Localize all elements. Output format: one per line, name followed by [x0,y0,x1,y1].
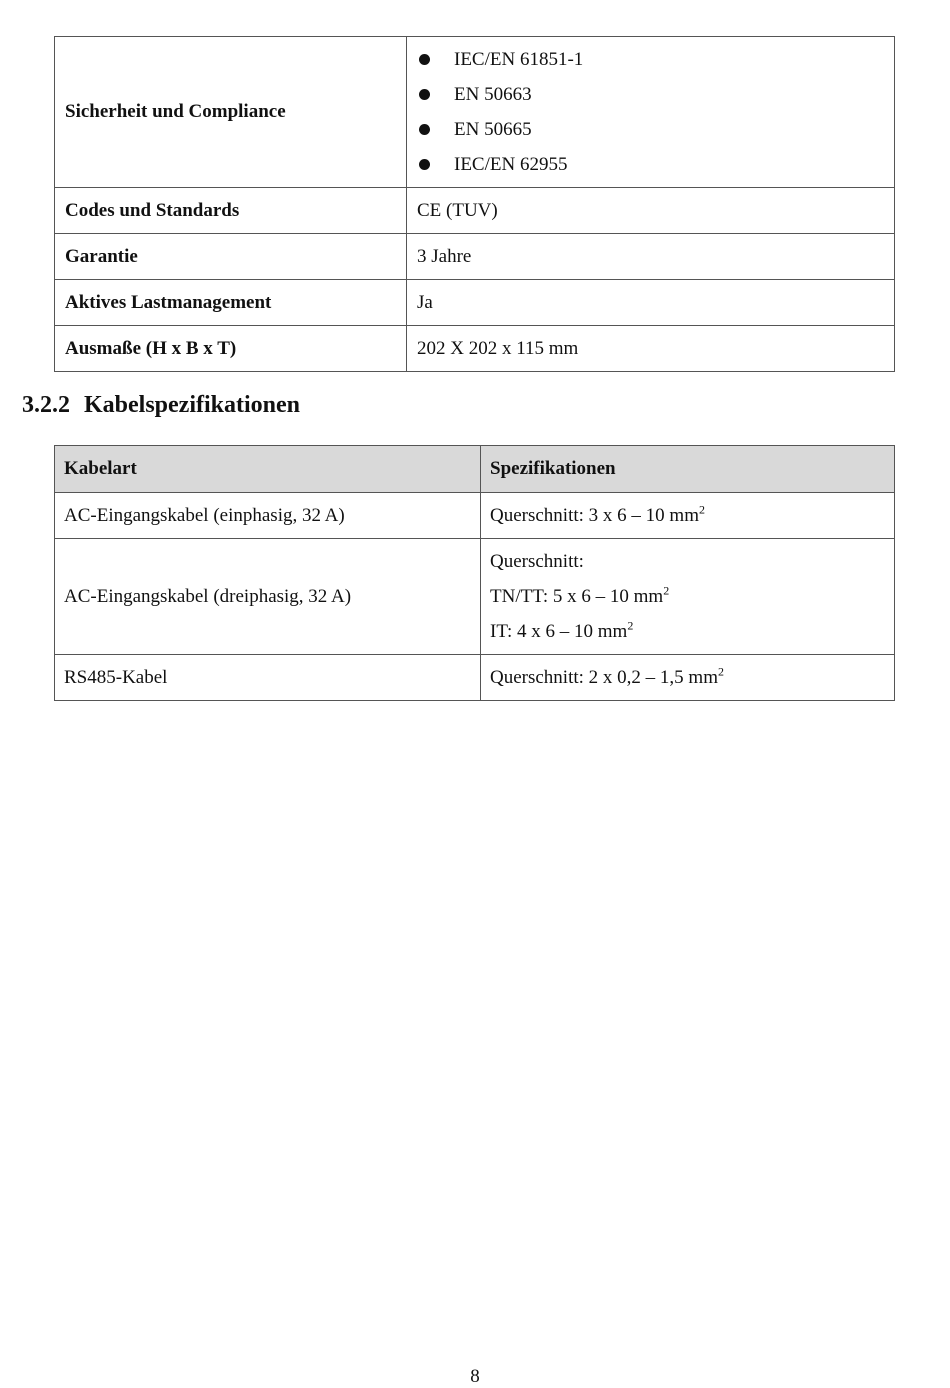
cable-spec: Querschnitt: 2 x 0,2 – 1,5 $mm^2$ [481,655,895,701]
row-label: Aktives Lastmanagement [55,280,407,326]
table-row [55,188,895,234]
row-label: Codes und Standards [55,188,407,234]
table-row [55,493,895,539]
cable-spec [481,539,895,655]
bullet-icon [419,159,430,170]
row-value: 202 X 202 x 115 mm [407,326,895,372]
table-row [55,655,895,701]
row-value: CE (TUV) [407,188,895,234]
table-header-row [55,446,895,493]
table-row [55,539,895,655]
column-header-specifications: Spezifikationen [481,446,895,493]
row-value: Ja [407,280,895,326]
list-item: IEC/EN 62955 [417,147,894,182]
list-item: EN 50663 [417,77,894,112]
list-item: EN 50665 [417,112,894,147]
device-spec-table [54,36,895,372]
section-heading [22,392,300,419]
section-title: Kabelspezifikationen [84,392,301,418]
list-item: IEC/EN 61851-1 [417,42,894,77]
section-number: 3.2.2 [22,392,70,418]
row-value-safety [407,37,895,188]
cable-spec: Querschnitt: 3 x 6 – 10 $mm^2$ [481,493,895,539]
table-row [55,234,895,280]
row-label-safety: Sicherheit und Compliance [55,37,407,188]
cable-type: RS485-Kabel [55,655,481,701]
row-label: Garantie [55,234,407,280]
row-label: Ausmaße (H x B x T) [55,326,407,372]
table-row [55,37,895,188]
page-number: 8 [470,1366,480,1387]
table-row [55,326,895,372]
cable-type: AC-Eingangskabel (einphasig, 32 A) [55,493,481,539]
spec-title: Querschnitt: [490,551,584,572]
bullet-icon [419,54,430,65]
spec-tn-tt: TN/TT: 5 x 6 – 10 $mm^2$ [490,583,670,607]
column-header-cable-type: Kabelart [55,446,481,493]
cable-spec-table [54,445,895,701]
row-value: 3 Jahre [407,234,895,280]
bullet-icon [419,124,430,135]
spec-it: IT: 4 x 6 – 10 $mm^2$ [490,618,634,642]
cable-type: AC-Eingangskabel (dreiphasig, 32 A) [55,539,481,655]
bullet-icon [419,89,430,100]
table-row [55,280,895,326]
standards-list [417,42,894,182]
